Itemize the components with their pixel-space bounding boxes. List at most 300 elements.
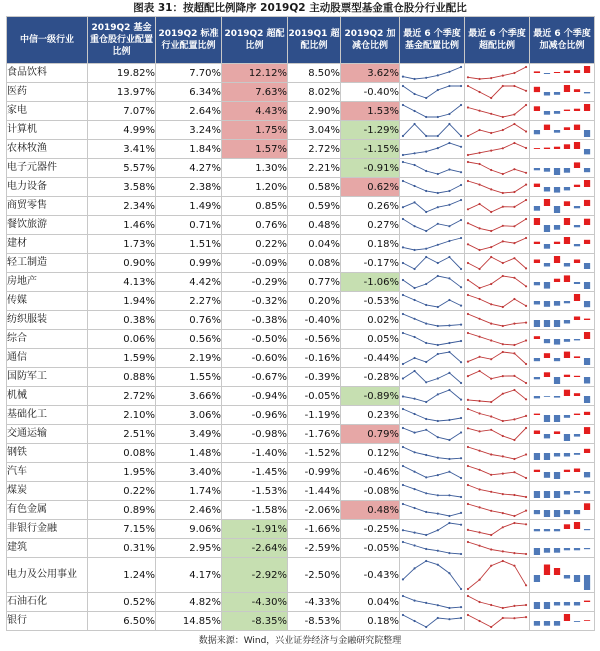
spark-point bbox=[437, 275, 439, 277]
spark-fund-allocation-cell bbox=[400, 558, 465, 593]
spark-point bbox=[490, 169, 492, 171]
fund-allocation: 0.90% bbox=[88, 254, 156, 273]
spark-point bbox=[467, 541, 469, 543]
spark-bar bbox=[554, 415, 560, 422]
spark-overweight bbox=[465, 368, 529, 386]
spark-line bbox=[468, 219, 526, 231]
spark-point bbox=[413, 164, 415, 166]
spark-point bbox=[413, 123, 415, 125]
spark-point bbox=[402, 377, 404, 379]
spark-bar bbox=[564, 390, 570, 396]
spark-bar bbox=[534, 602, 540, 609]
position-change: -0.46% bbox=[341, 463, 400, 482]
spark-point bbox=[513, 72, 515, 74]
spark-point bbox=[448, 123, 450, 125]
spark-point bbox=[425, 151, 427, 153]
spark-point bbox=[478, 579, 480, 581]
spark-bar bbox=[564, 453, 570, 457]
fund-allocation: 0.52% bbox=[88, 593, 156, 612]
spark-bar bbox=[554, 358, 560, 361]
spark-point bbox=[502, 116, 504, 118]
spark-point bbox=[467, 484, 469, 486]
spark-point bbox=[448, 190, 450, 192]
spark-point bbox=[502, 147, 504, 149]
spark-point bbox=[460, 324, 462, 326]
spark-overweight-cell bbox=[465, 235, 530, 254]
spark-fund-allocation bbox=[400, 558, 464, 592]
industry-name: 国防军工 bbox=[7, 368, 88, 387]
spark-bar bbox=[534, 242, 540, 244]
spark-point bbox=[513, 418, 515, 420]
spark-point bbox=[467, 614, 469, 616]
table-body bbox=[7, 64, 595, 631]
spark-point bbox=[467, 279, 469, 281]
spark-point bbox=[478, 129, 480, 131]
spark-point bbox=[460, 268, 462, 270]
spark-bar bbox=[574, 376, 580, 377]
spark-bar bbox=[574, 510, 580, 514]
spark-bar bbox=[544, 263, 550, 267]
spark-fund-allocation bbox=[400, 501, 464, 519]
table-row bbox=[7, 425, 595, 444]
spark-fund-allocation bbox=[400, 593, 464, 611]
spark-point bbox=[478, 412, 480, 414]
spark-point bbox=[448, 471, 450, 473]
spark-line bbox=[468, 333, 526, 345]
position-change: -0.53% bbox=[341, 292, 400, 311]
overweight-ratio: -0.09% bbox=[222, 254, 288, 273]
overweight-ratio: -0.29% bbox=[222, 273, 288, 292]
position-change: 0.02% bbox=[341, 311, 400, 330]
spark-bar bbox=[554, 168, 560, 175]
spark-point bbox=[448, 168, 450, 170]
spark-point bbox=[460, 382, 462, 384]
standard-allocation: 2.38% bbox=[156, 178, 222, 197]
table-row bbox=[7, 387, 595, 406]
standard-allocation: 3.40% bbox=[156, 463, 222, 482]
spark-point bbox=[525, 237, 527, 239]
spark-point bbox=[502, 75, 504, 77]
spark-fund-allocation bbox=[400, 292, 464, 310]
spark-bar bbox=[534, 470, 540, 472]
spark-change bbox=[530, 121, 594, 139]
spark-point bbox=[413, 299, 415, 301]
spark-bar bbox=[584, 200, 590, 206]
table-row bbox=[7, 539, 595, 558]
standard-allocation: 0.56% bbox=[156, 330, 222, 349]
spark-overweight bbox=[465, 197, 529, 215]
spark-point bbox=[425, 401, 427, 403]
spark-point bbox=[402, 541, 404, 543]
spark-bar bbox=[534, 491, 540, 498]
spark-line bbox=[468, 276, 526, 288]
overweight-ratio: 1.57% bbox=[222, 140, 288, 159]
spark-point bbox=[437, 262, 439, 264]
spark-bar bbox=[544, 472, 550, 478]
spark-point bbox=[448, 372, 450, 374]
standard-allocation: 0.71% bbox=[156, 216, 222, 235]
spark-fund-allocation-cell bbox=[400, 216, 465, 235]
spark-bar bbox=[584, 377, 590, 384]
spark-bar bbox=[564, 375, 570, 377]
spark-fund-allocation-cell bbox=[400, 292, 465, 311]
spark-bar bbox=[564, 434, 570, 441]
standard-allocation: 1.84% bbox=[156, 140, 222, 159]
spark-line bbox=[468, 542, 526, 554]
spark-bar bbox=[574, 225, 580, 227]
standard-allocation: 3.06% bbox=[156, 406, 222, 425]
spark-bar bbox=[554, 377, 560, 384]
overweight-ratio-q1: 0.77% bbox=[288, 273, 341, 292]
overweight-ratio-q1: -1.44% bbox=[288, 482, 341, 501]
spark-overweight bbox=[465, 235, 529, 253]
spark-fund-allocation bbox=[400, 425, 464, 443]
spark-point bbox=[448, 71, 450, 73]
spark-fund-allocation-cell bbox=[400, 311, 465, 330]
spark-point bbox=[490, 626, 492, 628]
spark-bar bbox=[554, 472, 560, 479]
spark-point bbox=[502, 493, 504, 495]
spark-point bbox=[525, 510, 527, 512]
industry-name: 建材 bbox=[7, 235, 88, 254]
spark-fund-allocation-cell bbox=[400, 406, 465, 425]
spark-overweight bbox=[465, 330, 529, 348]
spark-point bbox=[425, 323, 427, 325]
spark-point bbox=[425, 230, 427, 232]
spark-fund-allocation-cell bbox=[400, 349, 465, 368]
spark-line bbox=[403, 314, 461, 326]
position-change: 0.26% bbox=[341, 197, 400, 216]
spark-overweight-cell bbox=[465, 254, 530, 273]
overweight-ratio-q1: -0.39% bbox=[288, 368, 341, 387]
position-change: -0.40% bbox=[341, 83, 400, 102]
spark-point bbox=[460, 219, 462, 221]
spark-point bbox=[460, 588, 462, 590]
spark-point bbox=[525, 523, 527, 525]
spark-change bbox=[530, 368, 594, 386]
spark-point bbox=[425, 511, 427, 513]
spark-point bbox=[460, 417, 462, 419]
position-change: 0.18% bbox=[341, 612, 400, 631]
spark-point bbox=[402, 218, 404, 220]
spark-point bbox=[402, 395, 404, 397]
fund-allocation: 5.57% bbox=[88, 159, 156, 178]
spark-point bbox=[467, 180, 469, 182]
spark-point bbox=[525, 305, 527, 307]
industry-name: 轻工制造 bbox=[7, 254, 88, 273]
spark-bar bbox=[534, 431, 540, 435]
spark-overweight bbox=[465, 406, 529, 424]
spark-fund-allocation-cell bbox=[400, 444, 465, 463]
overweight-ratio-q1: 2.21% bbox=[288, 159, 341, 178]
spark-point bbox=[402, 614, 404, 616]
position-change: -1.29% bbox=[341, 121, 400, 140]
position-change: 0.12% bbox=[341, 444, 400, 463]
standard-allocation: 1.49% bbox=[156, 197, 222, 216]
spark-overweight-cell bbox=[465, 349, 530, 368]
spark-point bbox=[425, 548, 427, 550]
spark-overweight-cell bbox=[465, 159, 530, 178]
spark-point bbox=[490, 132, 492, 134]
spark-bar bbox=[544, 510, 550, 517]
spark-point bbox=[467, 588, 469, 590]
spark-point bbox=[513, 257, 515, 259]
spark-point bbox=[448, 419, 450, 421]
spark-overweight-cell bbox=[465, 368, 530, 387]
spark-point bbox=[513, 494, 515, 496]
spark-point bbox=[502, 455, 504, 457]
spark-bar bbox=[534, 396, 540, 398]
spark-fund-allocation-cell bbox=[400, 102, 465, 121]
spark-fund-allocation bbox=[400, 216, 464, 234]
spark-fund-allocation bbox=[400, 83, 464, 101]
spark-bar bbox=[564, 352, 570, 358]
spark-point bbox=[460, 286, 462, 288]
spark-fund-allocation-cell bbox=[400, 83, 465, 102]
spark-line bbox=[403, 124, 461, 136]
spark-line bbox=[403, 67, 461, 79]
spark-point bbox=[525, 584, 527, 586]
spark-point bbox=[437, 244, 439, 246]
spark-fund-allocation bbox=[400, 444, 464, 462]
spark-point bbox=[402, 135, 404, 137]
position-change: -1.15% bbox=[341, 140, 400, 159]
spark-point bbox=[513, 323, 515, 325]
spark-point bbox=[490, 548, 492, 550]
spark-change bbox=[530, 216, 594, 234]
spark-bar bbox=[564, 218, 570, 225]
spark-point bbox=[460, 399, 462, 401]
spark-fund-allocation-cell bbox=[400, 178, 465, 197]
spark-change-cell bbox=[530, 140, 595, 159]
spark-point bbox=[502, 473, 504, 475]
spark-change bbox=[530, 444, 594, 462]
spark-point bbox=[402, 427, 404, 429]
spark-change bbox=[530, 102, 594, 120]
spark-bar bbox=[534, 336, 540, 339]
spark-point bbox=[525, 218, 527, 220]
spark-point bbox=[490, 230, 492, 232]
spark-fund-allocation-cell bbox=[400, 387, 465, 406]
overweight-ratio: -0.32% bbox=[222, 292, 288, 311]
overweight-ratio-q1: 2.90% bbox=[288, 102, 341, 121]
spark-bar bbox=[554, 242, 560, 244]
spark-point bbox=[413, 620, 415, 622]
spark-point bbox=[425, 135, 427, 137]
spark-fund-allocation-cell bbox=[400, 273, 465, 292]
spark-fund-allocation bbox=[400, 520, 464, 538]
spark-line bbox=[403, 447, 461, 459]
overweight-ratio-q1: -1.19% bbox=[288, 406, 341, 425]
spark-change bbox=[530, 330, 594, 348]
spark-point bbox=[425, 211, 427, 213]
spark-bar bbox=[574, 142, 580, 149]
spark-point bbox=[513, 352, 515, 354]
spark-bar bbox=[544, 396, 550, 397]
spark-change bbox=[530, 311, 594, 329]
spark-bar bbox=[554, 279, 560, 282]
spark-point bbox=[402, 529, 404, 531]
spark-point bbox=[490, 453, 492, 455]
spark-bar bbox=[574, 522, 580, 529]
spark-overweight-cell bbox=[465, 593, 530, 612]
spark-fund-allocation-cell bbox=[400, 235, 465, 254]
spark-bar bbox=[534, 87, 540, 92]
spark-line bbox=[403, 371, 461, 383]
industry-name: 基础化工 bbox=[7, 406, 88, 425]
spark-bar bbox=[544, 148, 550, 149]
spark-bar bbox=[544, 529, 550, 531]
spark-bar bbox=[544, 602, 550, 609]
spark-point bbox=[525, 199, 527, 201]
spark-bar bbox=[584, 104, 590, 111]
spark-point bbox=[502, 240, 504, 242]
spark-bar bbox=[584, 449, 590, 453]
spark-bar bbox=[584, 503, 590, 510]
spark-bar bbox=[554, 548, 560, 553]
spark-point bbox=[490, 415, 492, 417]
spark-point bbox=[502, 262, 504, 264]
overweight-ratio-q1: -0.16% bbox=[288, 349, 341, 368]
header-overweight-q1: 2019Q1 超配比例 bbox=[288, 17, 341, 64]
spark-point bbox=[478, 469, 480, 471]
spark-bar bbox=[544, 244, 550, 249]
spark-line bbox=[468, 352, 526, 364]
spark-point bbox=[425, 190, 427, 192]
spark-bar bbox=[574, 294, 580, 301]
spark-change bbox=[530, 140, 594, 158]
table-row bbox=[7, 558, 595, 593]
overweight-ratio: -1.45% bbox=[222, 463, 288, 482]
spark-line bbox=[468, 257, 526, 269]
industry-name: 建筑 bbox=[7, 539, 88, 558]
spark-point bbox=[460, 199, 462, 201]
spark-change-cell bbox=[530, 463, 595, 482]
spark-bar bbox=[554, 187, 560, 193]
spark-fund-allocation bbox=[400, 482, 464, 500]
spark-point bbox=[525, 267, 527, 269]
spark-overweight-cell bbox=[465, 463, 530, 482]
spark-point bbox=[490, 429, 492, 431]
overweight-ratio: -0.60% bbox=[222, 349, 288, 368]
spark-point bbox=[413, 532, 415, 534]
spark-bar bbox=[564, 168, 570, 173]
spark-bar bbox=[554, 529, 560, 531]
spark-point bbox=[490, 565, 492, 567]
spark-point bbox=[413, 471, 415, 473]
spark-fund-allocation bbox=[400, 311, 464, 329]
spark-fund-allocation-cell bbox=[400, 197, 465, 216]
spark-point bbox=[437, 192, 439, 194]
spark-point bbox=[525, 130, 527, 132]
spark-overweight bbox=[465, 64, 529, 82]
spark-overweight-cell bbox=[465, 292, 530, 311]
overweight-ratio: 12.12% bbox=[222, 64, 288, 83]
spark-overweight bbox=[465, 121, 529, 139]
spark-point bbox=[460, 553, 462, 555]
spark-point bbox=[448, 225, 450, 227]
spark-bar bbox=[584, 620, 590, 621]
spark-point bbox=[490, 246, 492, 248]
spark-bar bbox=[534, 529, 540, 531]
spark-bar bbox=[574, 356, 580, 358]
spark-point bbox=[437, 147, 439, 149]
spark-point bbox=[402, 408, 404, 410]
industry-name: 石油石化 bbox=[7, 593, 88, 612]
spark-point bbox=[502, 351, 504, 353]
header-spark-fund: 最近 6 个季度基金配置比例 bbox=[400, 17, 465, 64]
spark-line bbox=[403, 86, 461, 98]
spark-overweight bbox=[465, 102, 529, 120]
table-row bbox=[7, 273, 595, 292]
spark-point bbox=[448, 351, 450, 353]
standard-allocation: 2.95% bbox=[156, 539, 222, 558]
spark-overweight-cell bbox=[465, 612, 530, 631]
spark-point bbox=[413, 249, 415, 251]
spark-point bbox=[478, 268, 480, 270]
table-row bbox=[7, 612, 595, 631]
spark-point bbox=[525, 415, 527, 417]
table-row bbox=[7, 178, 595, 197]
spark-point bbox=[402, 104, 404, 106]
spark-point bbox=[513, 617, 515, 619]
fund-allocation: 1.95% bbox=[88, 463, 156, 482]
spark-overweight bbox=[465, 463, 529, 481]
spark-line bbox=[468, 390, 526, 402]
spark-change-cell bbox=[530, 235, 595, 254]
spark-bar bbox=[584, 412, 590, 415]
spark-line bbox=[468, 86, 526, 98]
spark-point bbox=[513, 522, 515, 524]
spark-point bbox=[437, 474, 439, 476]
spark-bar bbox=[544, 187, 550, 192]
spark-bar bbox=[574, 125, 580, 130]
spark-change-cell bbox=[530, 612, 595, 631]
spark-point bbox=[413, 287, 415, 289]
spark-bar bbox=[534, 320, 540, 327]
spark-point bbox=[478, 430, 480, 432]
spark-overweight bbox=[465, 349, 529, 367]
spark-change-cell bbox=[530, 159, 595, 178]
spark-point bbox=[460, 496, 462, 498]
fund-allocation: 3.58% bbox=[88, 178, 156, 197]
spark-point bbox=[437, 135, 439, 137]
spark-point bbox=[478, 370, 480, 372]
overweight-ratio-q1: -8.53% bbox=[288, 612, 341, 631]
spark-overweight bbox=[465, 425, 529, 443]
table-row bbox=[7, 406, 595, 425]
spark-bar bbox=[554, 72, 560, 73]
spark-point bbox=[413, 413, 415, 415]
spark-point bbox=[513, 605, 515, 607]
table-row bbox=[7, 444, 595, 463]
spark-point bbox=[437, 420, 439, 422]
spark-point bbox=[413, 370, 415, 372]
spark-point bbox=[460, 606, 462, 608]
spark-point bbox=[467, 262, 469, 264]
spark-bar bbox=[584, 332, 590, 339]
header-overweight: 2019Q2 超配比例 bbox=[222, 17, 288, 64]
spark-line bbox=[468, 485, 526, 497]
spark-point bbox=[460, 431, 462, 433]
spark-bar bbox=[544, 125, 550, 130]
spark-bar bbox=[554, 256, 560, 263]
overweight-ratio-q1: -1.76% bbox=[288, 425, 341, 444]
spark-bar bbox=[544, 491, 550, 498]
header-spark-over: 最近 6 个季度超配比例 bbox=[465, 17, 530, 64]
spark-fund-allocation-cell bbox=[400, 501, 465, 520]
spark-point bbox=[490, 378, 492, 380]
